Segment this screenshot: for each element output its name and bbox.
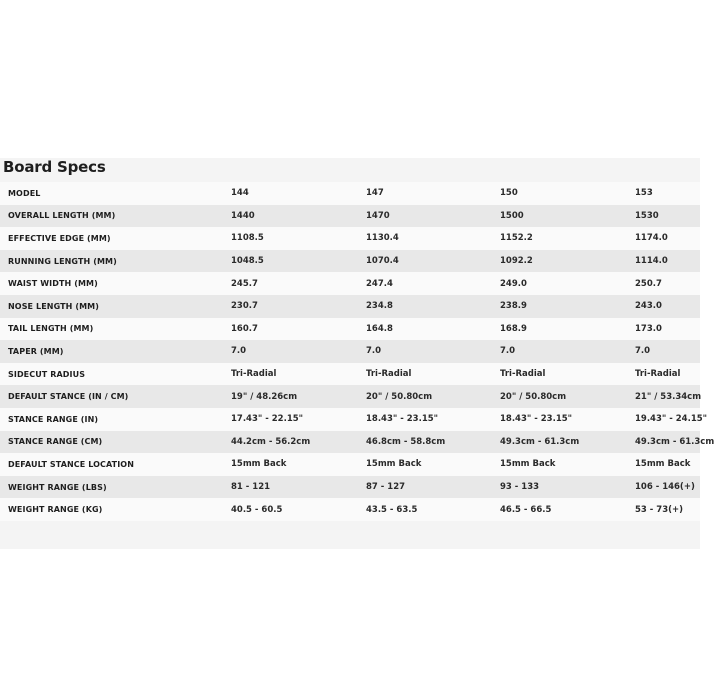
cell-144: 17.43" - 22.15" — [231, 408, 366, 431]
table-row — [0, 340, 700, 363]
cell-153: 1174.0 — [635, 227, 700, 250]
cell-144: Tri-Radial — [231, 363, 366, 386]
table-row — [0, 318, 700, 341]
row-label: OVERALL LENGTH (MM) — [0, 205, 231, 228]
row-label: WEIGHT RANGE (LBS) — [0, 476, 231, 499]
cell-147: 1070.4 — [366, 250, 500, 273]
cell-147: 147 — [366, 182, 500, 205]
table-row — [0, 431, 700, 454]
specs-table-body — [0, 182, 714, 521]
cell-153: 106 - 146(+) — [635, 476, 700, 499]
cell-144: 160.7 — [231, 318, 366, 341]
row-label: EFFECTIVE EDGE (MM) — [0, 227, 231, 250]
row-label: NOSE LENGTH (MM) — [0, 295, 231, 318]
cell-144: 15mm Back — [231, 453, 366, 476]
page-title: Board Specs — [3, 158, 106, 176]
row-label: WAIST WIDTH (MM) — [0, 272, 231, 295]
table-row — [0, 227, 700, 250]
table-row — [0, 363, 700, 386]
cell-150: 238.9 — [500, 295, 635, 318]
cell-153: 21" / 53.34cm — [635, 385, 700, 408]
row-label: MODEL — [0, 182, 231, 205]
cell-150: 1152.2 — [500, 227, 635, 250]
cell-150: 1092.2 — [500, 250, 635, 273]
row-label: TAPER (MM) — [0, 340, 231, 363]
cell-150: 7.0 — [500, 340, 635, 363]
specs-table — [0, 182, 714, 521]
cell-147: 15mm Back — [366, 453, 500, 476]
cell-150: 49.3cm - 61.3cm — [500, 431, 635, 454]
row-label: RUNNING LENGTH (MM) — [0, 250, 231, 273]
row-label: STANCE RANGE (CM) — [0, 431, 231, 454]
cell-144: 245.7 — [231, 272, 366, 295]
cell-147: 43.5 - 63.5 — [366, 498, 500, 521]
table-row — [0, 272, 700, 295]
cell-153: 19.43" - 24.15" — [635, 408, 700, 431]
cell-147: 87 - 127 — [366, 476, 500, 499]
cell-147: Tri-Radial — [366, 363, 500, 386]
cell-144: 19" / 48.26cm — [231, 385, 366, 408]
cell-153: 49.3cm - 61.3cm — [635, 431, 700, 454]
cell-150: 20" / 50.80cm — [500, 385, 635, 408]
table-row — [0, 453, 700, 476]
cell-147: 164.8 — [366, 318, 500, 341]
cell-150: 18.43" - 23.15" — [500, 408, 635, 431]
table-row — [0, 182, 700, 205]
cell-153: 1114.0 — [635, 250, 700, 273]
cell-153: 243.0 — [635, 295, 700, 318]
cell-147: 18.43" - 23.15" — [366, 408, 500, 431]
cell-150: 1500 — [500, 205, 635, 228]
cell-150: 15mm Back — [500, 453, 635, 476]
row-label: DEFAULT STANCE (IN / CM) — [0, 385, 231, 408]
cell-153: 53 - 73(+) — [635, 498, 700, 521]
table-row — [0, 205, 700, 228]
cell-144: 1440 — [231, 205, 366, 228]
cell-147: 20" / 50.80cm — [366, 385, 500, 408]
row-label: TAIL LENGTH (MM) — [0, 318, 231, 341]
cell-147: 7.0 — [366, 340, 500, 363]
cell-150: 46.5 - 66.5 — [500, 498, 635, 521]
row-label: DEFAULT STANCE LOCATION — [0, 453, 231, 476]
cell-153: 153 — [635, 182, 700, 205]
cell-147: 46.8cm - 58.8cm — [366, 431, 500, 454]
cell-153: Tri-Radial — [635, 363, 700, 386]
row-label: STANCE RANGE (IN) — [0, 408, 231, 431]
table-row — [0, 498, 700, 521]
row-label: SIDECUT RADIUS — [0, 363, 231, 386]
cell-144: 7.0 — [231, 340, 366, 363]
cell-153: 250.7 — [635, 272, 700, 295]
cell-153: 7.0 — [635, 340, 700, 363]
table-row — [0, 250, 700, 273]
cell-144: 1048.5 — [231, 250, 366, 273]
cell-150: 150 — [500, 182, 635, 205]
cell-153: 15mm Back — [635, 453, 700, 476]
cell-144: 44.2cm - 56.2cm — [231, 431, 366, 454]
cell-144: 40.5 - 60.5 — [231, 498, 366, 521]
cell-144: 230.7 — [231, 295, 366, 318]
cell-144: 1108.5 — [231, 227, 366, 250]
table-row — [0, 476, 700, 499]
cell-150: 93 - 133 — [500, 476, 635, 499]
table-row — [0, 295, 700, 318]
cell-150: 249.0 — [500, 272, 635, 295]
cell-144: 144 — [231, 182, 366, 205]
row-label: WEIGHT RANGE (KG) — [0, 498, 231, 521]
cell-150: Tri-Radial — [500, 363, 635, 386]
cell-150: 168.9 — [500, 318, 635, 341]
cell-153: 173.0 — [635, 318, 700, 341]
table-row — [0, 408, 700, 431]
table-row — [0, 385, 700, 408]
cell-147: 1470 — [366, 205, 500, 228]
cell-144: 81 - 121 — [231, 476, 366, 499]
cell-147: 1130.4 — [366, 227, 500, 250]
cell-153: 1530 — [635, 205, 700, 228]
cell-147: 247.4 — [366, 272, 500, 295]
cell-147: 234.8 — [366, 295, 500, 318]
